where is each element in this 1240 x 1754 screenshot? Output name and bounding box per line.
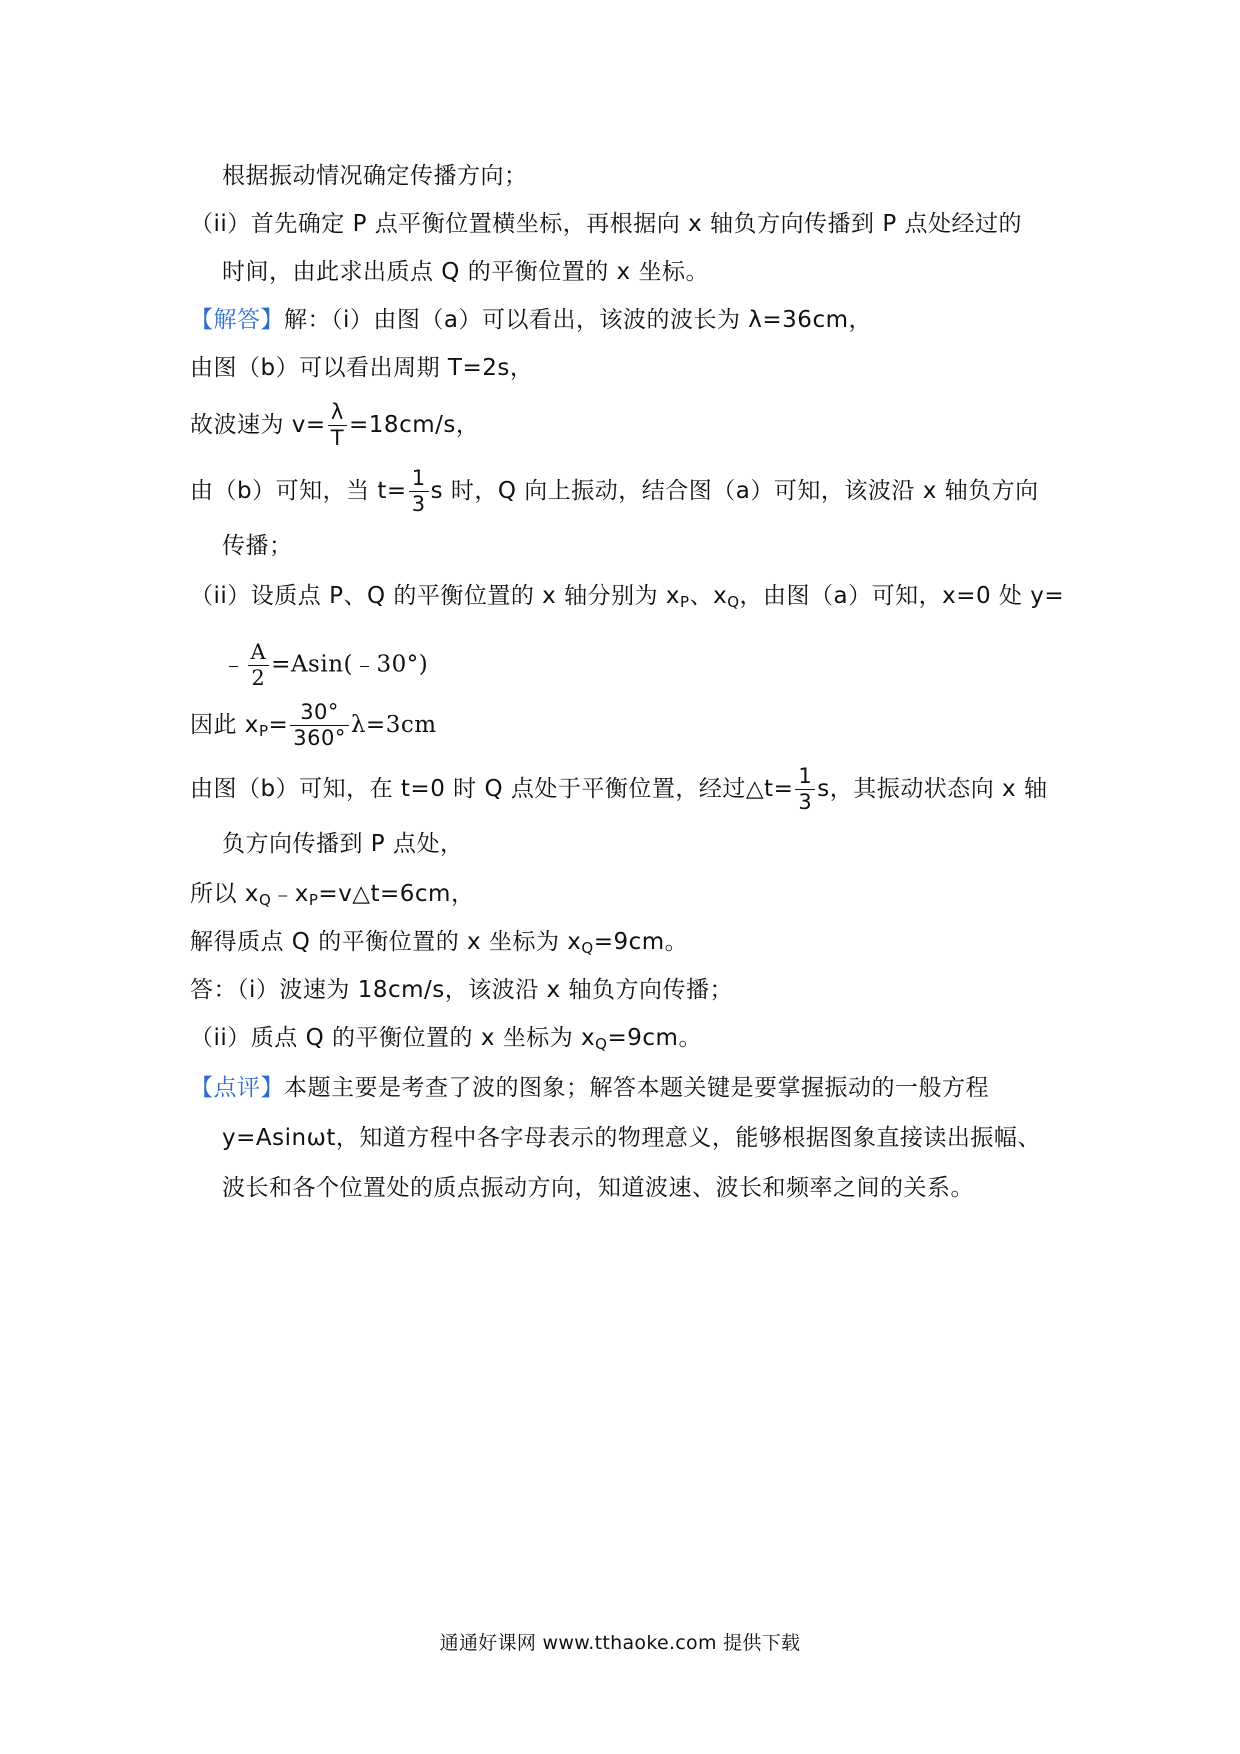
- fraction: [248, 642, 270, 689]
- delta-t-line: [190, 766, 1060, 813]
- text-line-8: 传播；: [222, 533, 293, 559]
- time-fraction-line: [190, 468, 1060, 515]
- fraction-denominator: T: [330, 426, 345, 450]
- fraction-numerator: 30°: [300, 700, 339, 724]
- difference-line: [190, 878, 1060, 916]
- text-segment: =: [268, 712, 289, 738]
- footer-credit: 通通好课网 www.tthaoke.com 提供下载: [439, 1632, 801, 1654]
- fraction-denominator: 360°: [293, 726, 346, 750]
- text-line-13: 负方向传播到 P 点处，: [222, 831, 464, 857]
- subscript: P: [308, 891, 319, 909]
- text-segment: s 时，Q 向上振动，结合图（a）可知，该波沿 x 轴负方向: [430, 478, 1039, 504]
- comment-line-3: 波长和各个位置处的质点振动方向，知道波速、波长和频率之间的关系。: [222, 1175, 974, 1201]
- text-segment: =18cm/s，: [349, 412, 480, 438]
- comment-text: 本题主要是考查了波的图象；解答本题关键是要掌握振动的一般方程: [284, 1075, 989, 1101]
- answer-text: 解：（i）由图（a）可以看出，该波的波长为 λ=36cm，: [284, 307, 872, 333]
- fraction: [409, 468, 429, 515]
- fraction-denominator: 3: [798, 790, 813, 814]
- text-segment: ﹣: [222, 651, 246, 678]
- subscript: Q: [595, 1035, 608, 1053]
- xp-formula-line: [190, 702, 1060, 749]
- fraction-numerator: 1: [411, 466, 426, 490]
- comment-line: [190, 1072, 1060, 1104]
- text-segment: 、x: [689, 583, 728, 609]
- text-segment: s，其振动状态向 x 轴: [817, 776, 1048, 802]
- fraction-numerator: λ: [330, 400, 344, 424]
- fraction-numerator: A: [250, 640, 267, 664]
- fraction: [795, 766, 815, 813]
- conclusion-line-2: [190, 1022, 1060, 1060]
- text-segment: （ii）质点 Q 的平衡位置的 x 坐标为 x: [190, 1025, 596, 1051]
- subscript: Q: [727, 593, 740, 611]
- text-segment: λ=3cm: [350, 712, 437, 738]
- text-line-5: 由图（b）可以看出周期 T=2s，: [190, 355, 534, 381]
- text-segment: =9cm。: [593, 929, 689, 955]
- subscript: Q: [581, 939, 594, 957]
- text-segment: =Asin(﹣30°): [271, 651, 429, 678]
- subscript: Q: [258, 891, 272, 909]
- text-segment: ，由图（a）可知，x=0 处 y=: [739, 583, 1065, 609]
- fraction-denominator: 3: [411, 492, 426, 516]
- text-line-3: 时间，由此求出质点 Q 的平衡位置的 x 坐标。: [222, 259, 709, 285]
- text-segment: 故波速为 v=: [190, 412, 326, 438]
- result-line: [190, 926, 1060, 964]
- positions-line: [190, 580, 1065, 618]
- text-segment: 所以 x: [190, 881, 259, 907]
- comment-line-2: y=Asinωt，知道方程中各字母表示的物理意义，能够根据图象直接读出振幅、: [222, 1125, 1041, 1151]
- answer-tag: 【解答】: [190, 307, 284, 333]
- subscript: P: [258, 722, 269, 740]
- conclusion-line-1: 答：（i）波速为 18cm/s，该波沿 x 轴负方向传播；: [190, 977, 733, 1003]
- text-segment: 因此 x: [190, 712, 259, 738]
- text-segment: 由（b）可知，当 t=: [190, 478, 407, 504]
- speed-formula-line: [190, 402, 1060, 449]
- text-segment: =9cm。: [607, 1025, 702, 1051]
- text-line-2: （ii）首先确定 P 点平衡位置横坐标，再根据向 x 轴负方向传播到 P 点处经过的: [190, 211, 1022, 237]
- text-segment: 由图（b）可知，在 t=0 时 Q 点处于平衡位置，经过△t=: [190, 776, 794, 802]
- fraction: [328, 402, 347, 449]
- amplitude-formula-line: [222, 642, 1060, 689]
- text-line-1: 根据振动情况确定传播方向；: [222, 163, 528, 189]
- subscript: P: [680, 593, 690, 611]
- text-segment: （ii）设质点 P、Q 的平衡位置的 x 轴分别为 x: [190, 583, 681, 609]
- fraction: [290, 702, 349, 749]
- answer-line: [190, 304, 1060, 336]
- text-segment: 解得质点 Q 的平衡位置的 x 坐标为 x: [190, 929, 582, 955]
- comment-tag: 【点评】: [190, 1075, 284, 1101]
- fraction-numerator: 1: [798, 764, 813, 788]
- text-segment: =v△t=6cm，: [318, 881, 475, 907]
- fraction-denominator: 2: [251, 666, 266, 690]
- text-segment: ﹣x: [271, 881, 309, 907]
